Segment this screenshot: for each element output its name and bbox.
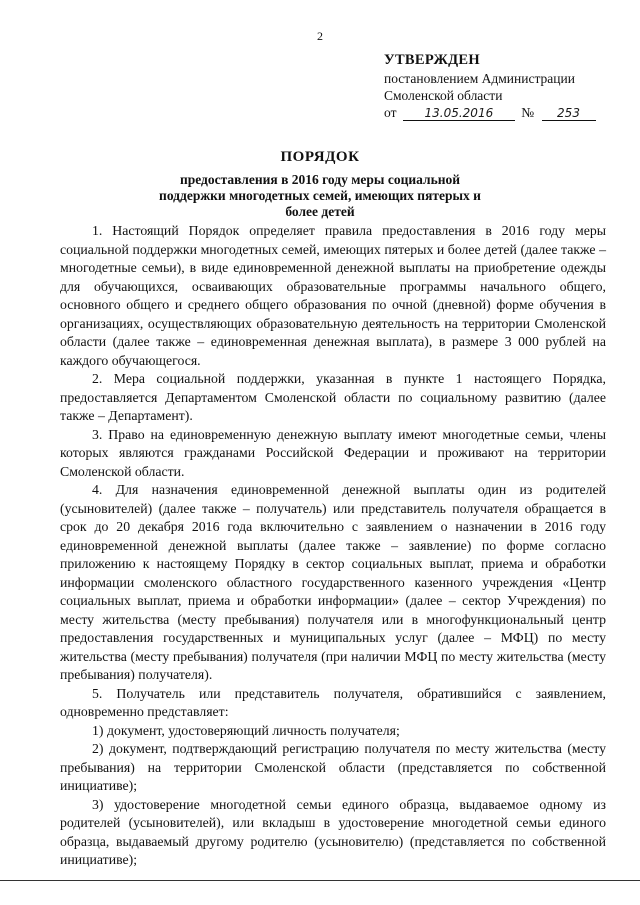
handwritten-date: 13.05.2016 xyxy=(403,106,515,121)
list-item-1: 1) документ, удостоверяющий личность получателя; xyxy=(92,722,400,738)
list-item-3: 3) удостоверение многодетной семьи единого образца, выдаваемое одному из родителей (усыновителей), или вкладыш в удостоверение многодетной семьи единого образца, выдаваемый другому родителю (усыновителю) (представляется по собственной инициативе); xyxy=(60,796,606,867)
paragraph-1: 1. Настоящий Порядок определяет правила предоставления в 2016 году меры социальной поддержки многодетных семей, имеющих пятерых и более детей (далее также – многодетные семьи), в виде единовременной денежной выплаты на приобретение одежды для обучающихся, осваивающих образовательные программы начального общего, основного общего и среднего общего образования по очной (дневной) форме обучения в организациях, осуществляющих образовательную деятельность на территории Смоленской области (далее также – единовременная денежная выплата), в размере 3 000 рублей на каждого обучающегося. xyxy=(60,223,606,368)
approval-heading: УТВЕРЖДЕН xyxy=(384,52,480,68)
page-number: 2 xyxy=(317,29,323,43)
approval-line-2: Смоленской области xyxy=(384,88,503,103)
paragraph-5: 5. Получатель или представитель получателя, обратившийся с заявлением, одновременно представляет: xyxy=(60,685,606,719)
paragraph-2: 2. Мера социальной поддержки, указанная в пункте 1 настоящего Порядка, предоставляется Департаментом Смоленской области по социальному развитию (далее также – Департамент). xyxy=(60,371,606,423)
number-label: № xyxy=(521,105,535,120)
paragraph-3: 3. Право на единовременную денежную выплату имеют многодетные семьи, члены которых являются гражданами Российской Федерации и проживают на территории Смоленской области. xyxy=(60,426,606,479)
page-bottom-rule xyxy=(0,880,640,881)
document-subtitle: предоставления в 2016 году меры социальной поддержки многодетных семей, имеющих пятерых и более детей xyxy=(159,172,481,219)
from-label: от xyxy=(384,105,397,120)
approval-date-line xyxy=(384,104,624,121)
list-item-2: 2) документ, подтверждающий регистрацию получателя по месту жительства (месту пребывания) на территории Смоленской области (представляется по собственной инициативе); xyxy=(60,741,606,793)
document-body xyxy=(60,222,606,870)
document-title: ПОРЯДОК xyxy=(280,149,360,165)
approval-line-1: постановлением Администрации xyxy=(384,71,575,86)
paragraph-4: 4. Для назначения единовременной денежной выплаты один из родителей (усыновителей) (далее также – получатель) или представитель получателя обращается в срок до 20 декабря 2016 года включительно с заявлением о назначении в 2016 году единовременной денежной выплаты (далее также – заявление) по форме согласно приложению к настоящему Порядку в сектор социальных выплат, приема и обработки информации смоленского областного государственного казенного учреждения «Центр социальных выплат, приема и обработки информации» (далее – сектор Учреждения) по месту жительства (месту пребывания) получателя или в многофункциональный центр предоставления государственных и муниципальных услуг (далее – МФЦ) по месту жительства (месту пребывания) получателя (при наличии МФЦ по месту жительства (месту пребывания) получателя). xyxy=(60,482,606,682)
approval-block xyxy=(384,52,624,121)
handwritten-number: 253 xyxy=(542,106,596,121)
